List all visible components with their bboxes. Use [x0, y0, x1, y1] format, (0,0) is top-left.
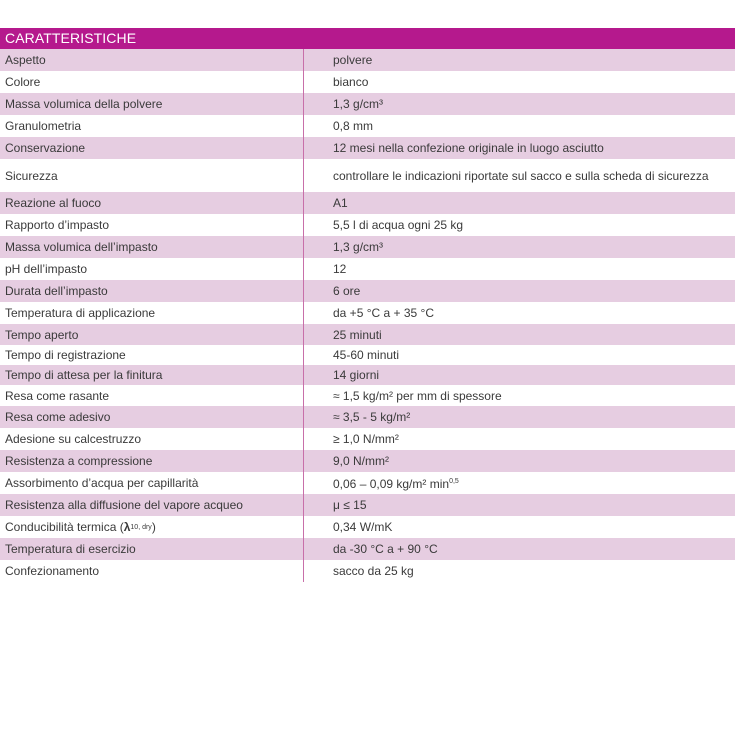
row-value: 1,3 g/cm³: [333, 240, 384, 254]
row-label: Resa come rasante: [0, 385, 304, 406]
table-header: CARATTERISTICHE: [0, 28, 735, 49]
table-row: [0, 214, 735, 236]
row-value: controllare le indicazioni riportate sul sacco e sulla scheda di sicurezza: [333, 168, 709, 183]
row-value: sacco da 25 kg: [333, 564, 414, 578]
row-value: 6 ore: [333, 284, 361, 298]
table-row: [0, 324, 735, 345]
row-label: Temperatura di applicazione: [0, 302, 304, 324]
table-row: [0, 385, 735, 406]
row-value: 45-60 minuti: [333, 348, 400, 362]
row-label: Tempo aperto: [0, 324, 304, 345]
row-value: 5,5 l di acqua ogni 25 kg: [333, 218, 464, 232]
row-label: Granulometria: [0, 115, 304, 137]
row-value: bianco: [333, 75, 369, 89]
table-row: [0, 93, 735, 115]
row-value: 14 giorni: [333, 368, 380, 382]
table-row: [0, 428, 735, 450]
table-row: [0, 71, 735, 93]
table-row: [0, 236, 735, 258]
label-close: ): [151, 520, 156, 534]
row-value: A1: [333, 196, 348, 210]
row-label: Resa come adesivo: [0, 406, 304, 428]
row-label: Resistenza a compressione: [0, 450, 304, 472]
row-value: polvere: [333, 53, 373, 67]
row-label: Massa volumica della polvere: [0, 93, 304, 115]
table-row: [0, 280, 735, 302]
row-value: ≥ 1,0 N/mm²: [333, 432, 399, 446]
row-label: Durata dell’impasto: [0, 280, 304, 302]
row-value: 12: [333, 262, 347, 276]
value-exponent: 0,5: [449, 478, 459, 485]
row-label: pH dell’impasto: [0, 258, 304, 280]
row-label: Aspetto: [0, 49, 304, 71]
row-value: [304, 476, 735, 490]
table-row: [0, 345, 735, 365]
table-row: [0, 258, 735, 280]
label-subscript: 10, dry: [130, 523, 152, 531]
row-label: Conservazione: [0, 137, 304, 159]
table-row: [0, 365, 735, 385]
row-label: Reazione al fuoco: [0, 192, 304, 214]
table-row: [0, 538, 735, 560]
label-text: Conducibilità termica (: [5, 520, 124, 534]
row-value: μ ≤ 15: [333, 498, 367, 512]
row-value: 9,0 N/mm²: [333, 454, 390, 468]
row-label: Assorbimento d’acqua per capillarità: [0, 472, 304, 494]
table-row: [0, 115, 735, 137]
table-row: [0, 192, 735, 214]
row-value: 12 mesi nella confezione originale in luogo asciutto: [333, 141, 604, 155]
table-row: [0, 49, 735, 71]
row-value: da -30 °C a + 90 °C: [333, 542, 438, 556]
row-value: da +5 °C a + 35 °C: [333, 306, 434, 320]
row-label: Temperatura di esercizio: [0, 538, 304, 560]
table-row: [0, 450, 735, 472]
row-value: 1,3 g/cm³: [333, 97, 384, 111]
table-row: [0, 472, 735, 494]
row-label: Confezionamento: [0, 560, 304, 582]
row-value: ≈ 1,5 kg/m² per mm di spessore: [333, 388, 502, 403]
table-row: [0, 560, 735, 582]
row-label: Tempo di attesa per la finitura: [0, 365, 304, 385]
table-row: [0, 516, 735, 538]
characteristics-table: [0, 28, 735, 582]
row-label: Adesione su calcestruzzo: [0, 428, 304, 450]
row-value: 0,34 W/mK: [333, 520, 393, 534]
row-label: Sicurezza: [0, 159, 304, 192]
row-label: Resistenza alla diffusione del vapore acqueo: [0, 494, 304, 516]
table-row: [0, 406, 735, 428]
row-label: [0, 516, 304, 538]
row-value: 0,8 mm: [333, 119, 374, 133]
row-label: Colore: [0, 71, 304, 93]
row-label: Massa volumica dell’impasto: [0, 236, 304, 258]
table-row: [0, 494, 735, 516]
row-value: ≈ 3,5 - 5 kg/m²: [333, 410, 411, 424]
table-row: [0, 302, 735, 324]
row-value: 25 minuti: [333, 327, 382, 342]
lambda-symbol: λ: [123, 520, 131, 534]
table-row: [0, 159, 735, 192]
row-label: Rapporto d’impasto: [0, 214, 304, 236]
value-text: 0,06 – 0,09 kg/m² min: [333, 477, 450, 491]
table-row: [0, 137, 735, 159]
row-label: Tempo di registrazione: [0, 345, 304, 365]
